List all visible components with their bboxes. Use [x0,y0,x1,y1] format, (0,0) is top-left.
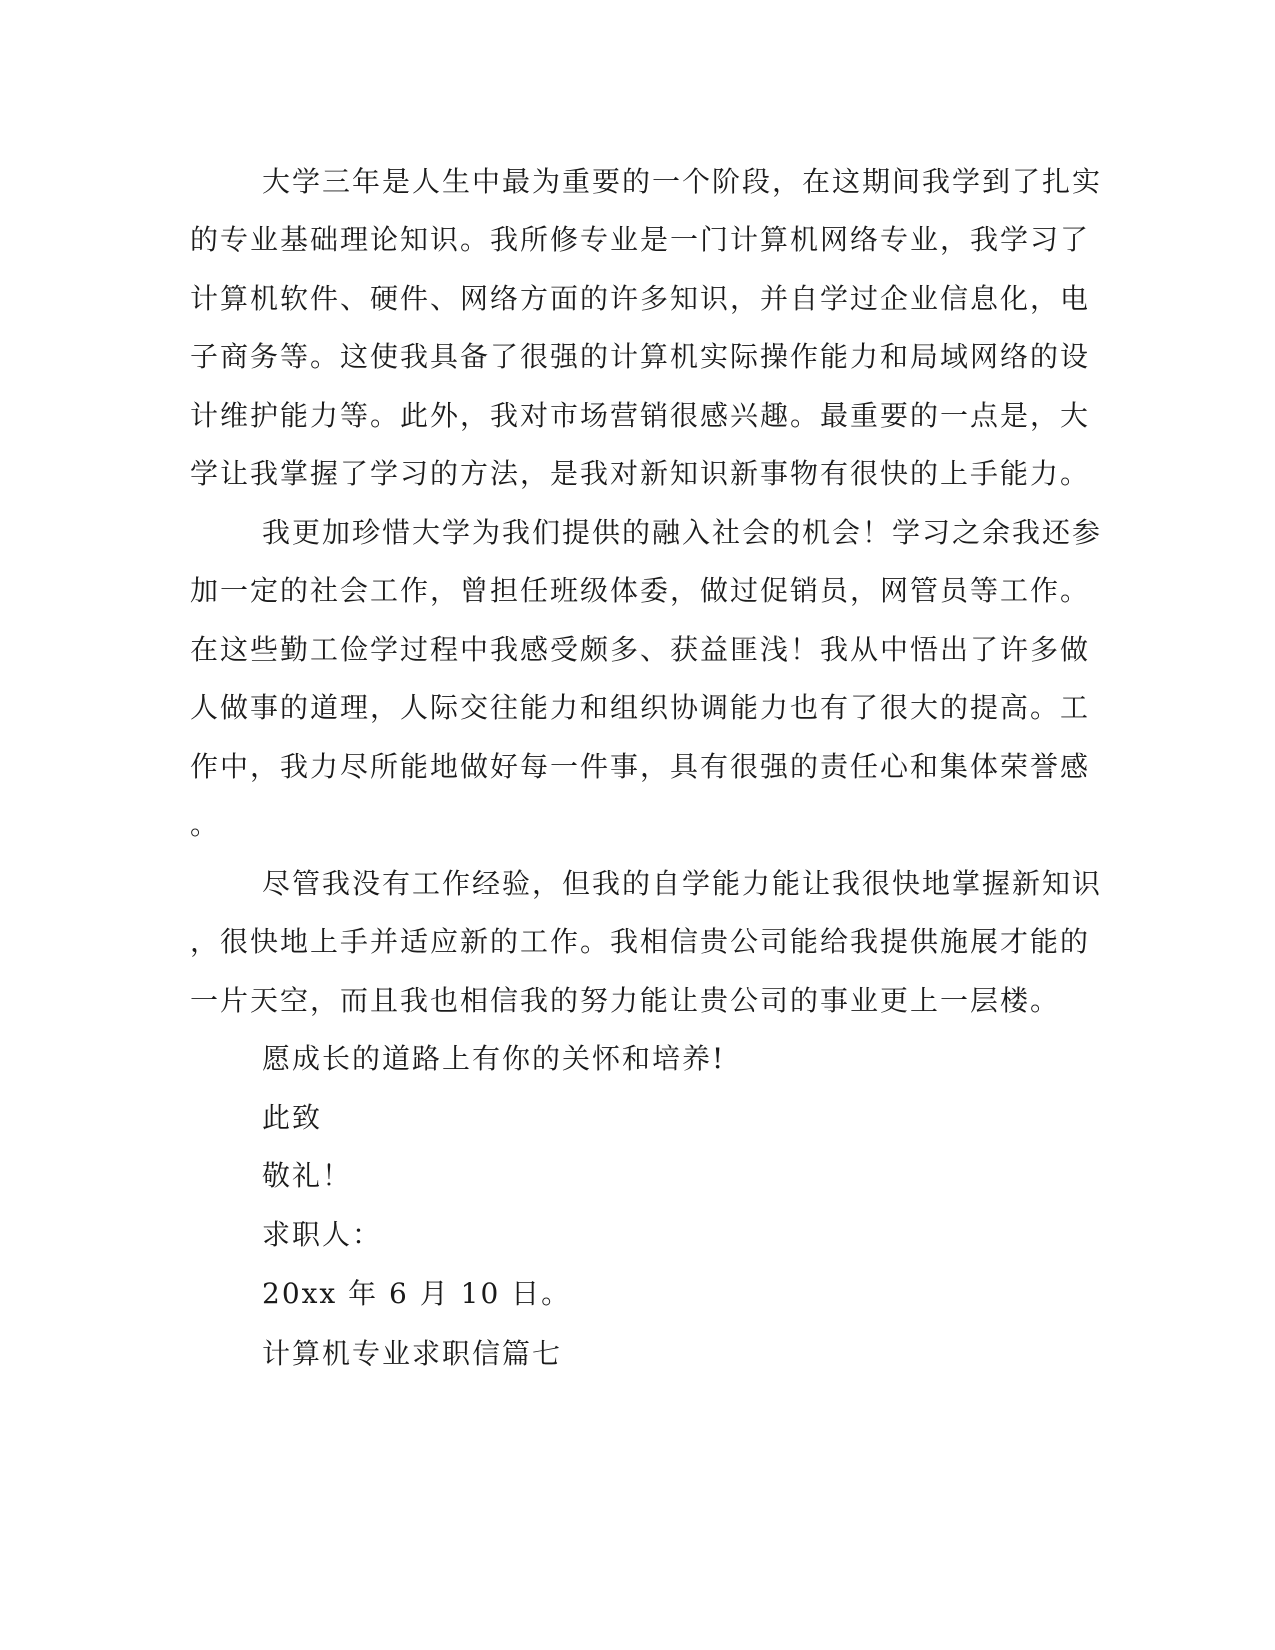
paragraph-1-line-2: 的专业基础理论知识。我所修专业是一门计算机网络专业，我学习了 [190,223,1091,256]
paragraph-1-line-6: 学让我掌握了学习的方法，是我对新知识新事物有很快的上手能力。 [190,457,1091,490]
salutation: 此致 [262,1101,323,1134]
closing-wish: 愿成长的道路上有你的关怀和培养! [262,1042,726,1075]
paragraph-2-line-3: 在这些勤工俭学过程中我感受颇多、获益匪浅！我从中悟出了许多做 [190,633,1091,666]
paragraph-2-line-4: 人做事的道理，人际交往能力和组织协调能力也有了很大的提高。工 [190,691,1091,724]
paragraph-1-line-4: 子商务等。这使我具备了很强的计算机实际操作能力和局域网络的设 [190,340,1091,373]
applicant-label: 求职人： [262,1218,383,1251]
paragraph-1-line-5: 计维护能力等。此外，我对市场营销很感兴趣。最重要的一点是，大 [190,399,1091,432]
paragraph-2-line-1: 我更加珍惜大学为我们提供的融入社会的机会！学习之余我还参 [262,516,1103,549]
paragraph-2-line-6: 。 [190,808,221,841]
paragraph-1-line-3: 计算机软件、硬件、网络方面的许多知识，并自学过企业信息化，电 [190,282,1091,315]
paragraph-3-line-1: 尽管我没有工作经验，但我的自学能力能让我很快地掌握新知识 [262,867,1103,900]
paragraph-1-line-1: 大学三年是人生中最为重要的一个阶段，在这期间我学到了扎实 [262,165,1103,198]
regards: 敬礼！ [262,1159,353,1192]
paragraph-3-line-3: 一片天空，而且我也相信我的努力能让贵公司的事业更上一层楼。 [190,984,1061,1017]
paragraph-2-line-5: 作中，我力尽所能地做好每一件事，具有很强的责任心和集体荣誉感 [190,750,1091,783]
paragraph-3-line-2: ，很快地上手并适应新的工作。我相信贵公司能给我提供施展才能的 [190,925,1091,958]
next-section-title: 计算机专业求职信篇七 [262,1337,563,1370]
date-line: 20xx 年 6 月 10 日。 [262,1277,572,1310]
paragraph-2-line-2: 加一定的社会工作，曾担任班级体委，做过促销员，网管员等工作。 [190,574,1091,607]
